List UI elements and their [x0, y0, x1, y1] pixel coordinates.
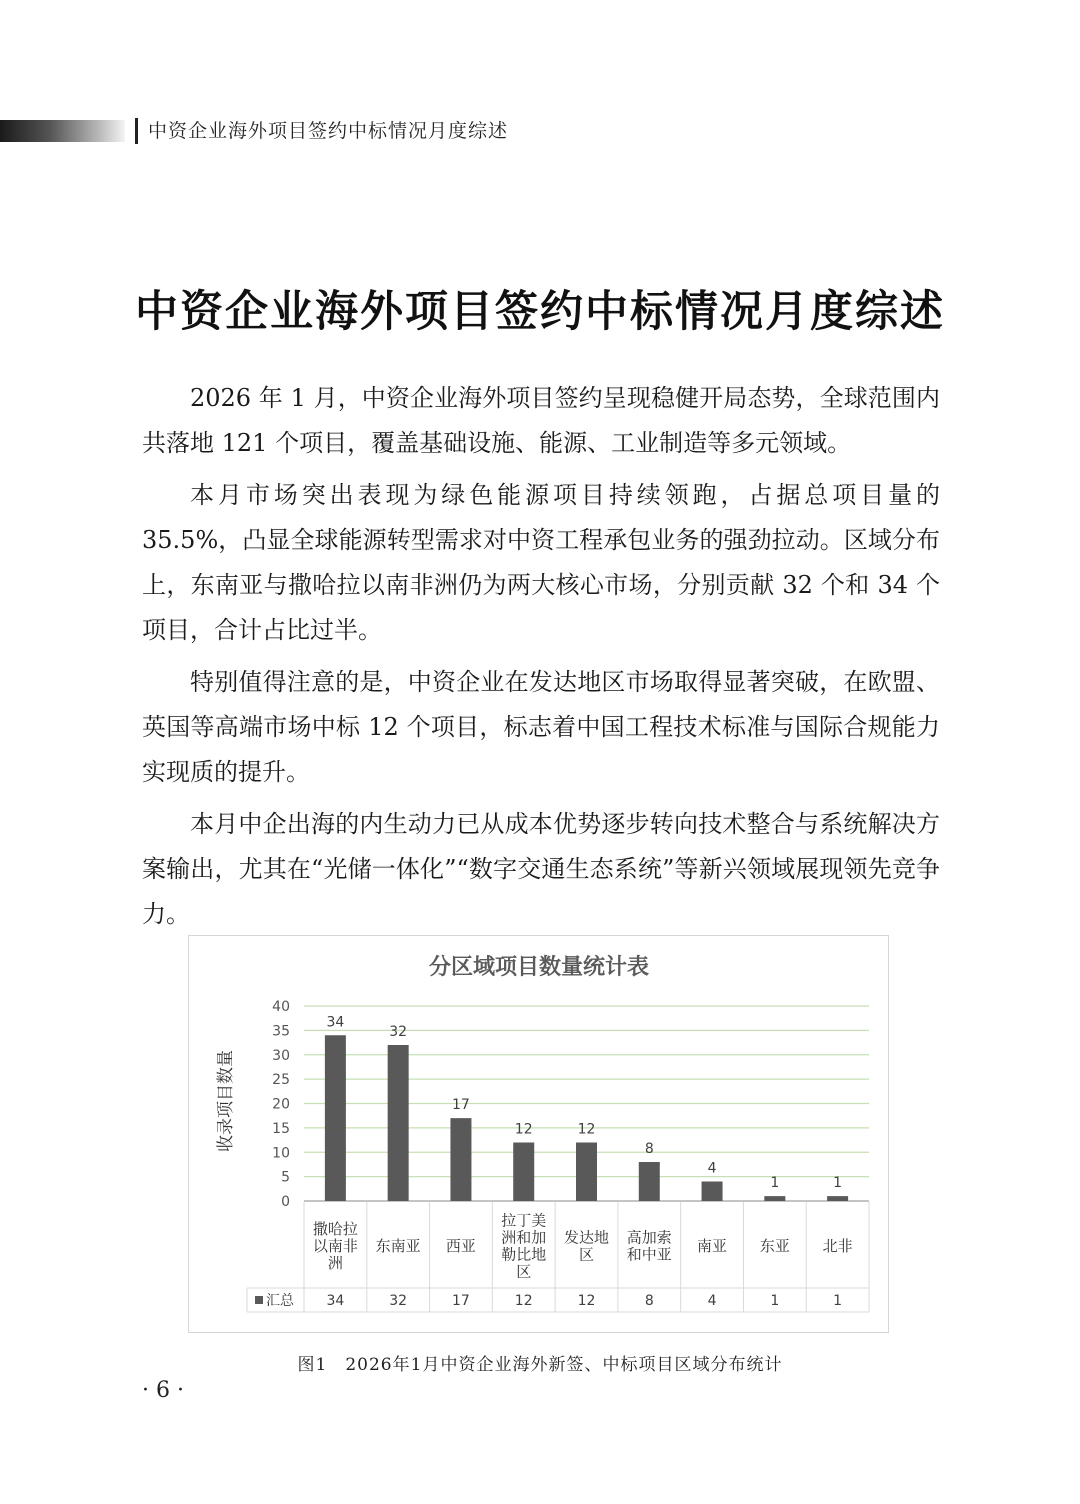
data-label: 1 — [833, 1175, 843, 1192]
category-label: 东亚 — [759, 1237, 790, 1255]
bar — [702, 1182, 723, 1202]
category-label: 发达地 — [563, 1228, 610, 1247]
bar-chart-frame — [188, 935, 889, 1333]
category-label: 洲和加 — [501, 1228, 547, 1247]
bar — [764, 1196, 785, 1201]
data-label: 34 — [326, 1014, 345, 1031]
y-tick-label: 30 — [272, 1047, 290, 1064]
y-tick-label: 25 — [272, 1072, 290, 1089]
table-value: 4 — [707, 1293, 717, 1309]
data-label: 8 — [644, 1141, 654, 1157]
y-tick-label: 5 — [281, 1169, 290, 1186]
category-label: 拉丁美 — [501, 1211, 547, 1230]
table-value: 12 — [577, 1293, 596, 1309]
bar — [576, 1143, 597, 1202]
category-label: 以南非 — [312, 1237, 358, 1255]
data-label: 12 — [514, 1121, 533, 1138]
legend-label: 汇总 — [266, 1293, 294, 1309]
bar — [513, 1143, 534, 1202]
category-label: 洲 — [327, 1254, 343, 1272]
header-divider — [135, 118, 138, 144]
category-label: 勒比地 — [501, 1245, 547, 1264]
data-label: 4 — [707, 1160, 717, 1177]
table-value: 1 — [770, 1293, 780, 1309]
figure-caption: 图1 2026年1月中资企业海外新签、中标项目区域分布统计 — [297, 1355, 783, 1375]
category-label: 和中亚 — [626, 1245, 672, 1264]
y-axis-label: 收录项目数量 — [216, 1050, 236, 1152]
table-value: 12 — [514, 1293, 533, 1309]
bar — [388, 1045, 409, 1201]
category-label: 北非 — [822, 1237, 853, 1255]
page-number: · 6 · — [142, 1378, 184, 1403]
bar — [827, 1196, 848, 1201]
table-value: 32 — [389, 1293, 408, 1309]
bar — [450, 1118, 471, 1201]
paragraph-1: 2026 年 1 月，中资企业海外项目签约呈现稳健开局态势，全球范围内共落地 121 个项目，覆盖基础设施、能源、工业制造等多元领域。 — [142, 384, 940, 457]
table-value: 1 — [833, 1293, 843, 1309]
y-tick-label: 35 — [272, 1023, 290, 1040]
category-label: 区 — [516, 1262, 532, 1281]
y-tick-label: 15 — [272, 1120, 290, 1137]
bar — [325, 1035, 346, 1201]
chart-title: 分区域项目数量统计表 — [428, 955, 650, 980]
header-gradient-bar — [0, 120, 125, 142]
bar-chart — [189, 936, 890, 1334]
table-value: 8 — [644, 1293, 654, 1309]
table-value: 17 — [452, 1293, 470, 1309]
y-tick-label: 20 — [272, 1096, 290, 1113]
table-value: 34 — [326, 1293, 345, 1309]
data-label: 32 — [389, 1024, 408, 1040]
y-tick-label: 0 — [281, 1194, 290, 1210]
y-tick-label: 10 — [272, 1145, 290, 1162]
data-label: 12 — [577, 1121, 596, 1138]
category-label: 南亚 — [697, 1237, 728, 1255]
page-title: 中资企业海外项目签约中标情况月度综述 — [135, 287, 945, 337]
legend-key — [255, 1296, 263, 1304]
data-label: 17 — [452, 1097, 470, 1114]
paragraph-2: 本月市场突出表现为绿色能源项目持续领跑，占据总项目量的 35.5%，凸显全球能源转型需求对中资工程承包业务的强劲拉动。区域分布上，东南亚与撒哈拉以南非洲仍为两大核心市场，分别贡献 32 个和 34 个项目，合计占比过半。 — [142, 481, 940, 644]
bar — [639, 1162, 660, 1201]
category-label: 西亚 — [445, 1237, 476, 1255]
category-label: 撒哈拉 — [312, 1220, 358, 1238]
article-body — [142, 376, 940, 944]
data-label: 1 — [770, 1175, 780, 1192]
y-tick-label: 40 — [272, 999, 290, 1015]
category-label: 东南亚 — [375, 1237, 421, 1255]
category-label: 高加索 — [626, 1228, 672, 1247]
category-label: 区 — [578, 1245, 595, 1264]
paragraph-3: 特别值得注意的是，中资企业在发达地区市场取得显著突破，在欧盟、英国等高端市场中标 12 个项目，标志着中国工程技术标准与国际合规能力实现质的提升。 — [142, 668, 940, 786]
running-header-title: 中资企业海外项目签约中标情况月度综述 — [148, 120, 509, 142]
paragraph-4: 本月中企出海的内生动力已从成本优势逐步转向技术整合与系统解决方案输出，尤其在“光储一体化”“数字交通生态系统”等新兴领域展现领先竞争力。 — [142, 810, 940, 928]
